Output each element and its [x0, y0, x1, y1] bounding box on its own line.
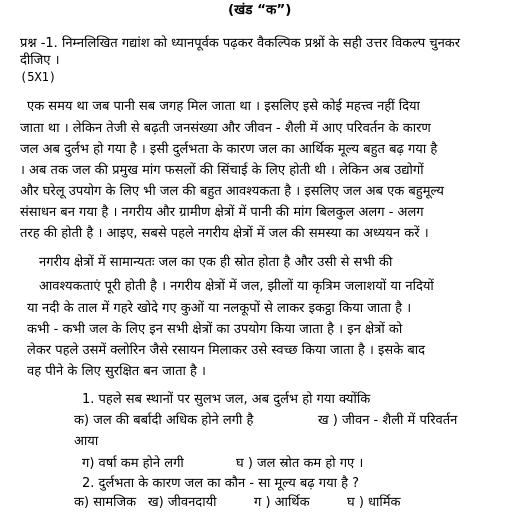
passage-line: जल अब दुर्लभ हो गया है । इसी दुर्लभता के कारण जल का आर्थिक मूल्य बहुत बढ़ गया है	[20, 142, 438, 157]
passage-line: कभी - कभी जल के लिए इन सभी क्षेत्रों का उपयोग किया जाता है । इन क्षेत्रों को	[27, 322, 403, 337]
section-heading: (खंड “क”)	[228, 2, 292, 18]
question-2-text: 2. दुर्लभता के कारण जल का कौन - सा मूल्य बढ़ गया है ?	[82, 476, 360, 491]
question-1-option-kha: ख ) जीवन - शैली में परिवर्तन	[318, 413, 458, 428]
passage-line: लेकर पहले उसमें क्लोरिन जैसे रसायन मिलाकर उसे स्वच्छ किया जाता है । इसके बाद	[27, 343, 426, 358]
passage-line: वह पीने के लिए सुरक्षित बन जाता है ।	[27, 364, 206, 379]
question-marks: (5X1)	[20, 70, 57, 84]
question-1-option-gha: घ ) जल स्रोत कम हो गए ।	[236, 456, 364, 471]
question-line-2: दीजिए ।	[20, 53, 60, 68]
question-2-option-ka: क) सामजिक	[74, 495, 137, 510]
passage-line: तरह की होती है । आइए, सबसे पहले नगरीय क्षेत्रों में जल की समस्या का अध्ययन करें ।	[20, 226, 429, 241]
passage-line: या नदी के ताल में गहरे खोदे गए कुओं या नलकूपों से लाकर इकट्ठा किया जाता है ।	[27, 301, 412, 316]
question-2-option-gha: घ ) धार्मिक	[347, 495, 401, 510]
passage-line: और घरेलू उपयोग के लिए भी जल की बहुत आवश्यकता है । इसलिए जल अब एक बहुमूल्य	[20, 184, 444, 199]
passage-line: संसाधन बन गया है । नगरीय और ग्रामीण क्षेत्रों में पानी की मांग बिलकुल अलग - अलग	[20, 205, 424, 220]
question-1-option-ka: क) जल की बर्बादी अधिक होने लगी है	[74, 413, 254, 428]
question-2-option-kha: ख) जीवनदायी	[148, 495, 217, 510]
question-1-text: 1. पहले सब स्थानों पर सुलभ जल, अब दुर्लभ हो गया क्योंकि	[82, 392, 371, 407]
passage-paragraph-2: नगरीय क्षेत्रों में सामान्यतः जल का एक ही स्रोत होता है और उसी से सभी की	[39, 255, 393, 270]
passage-line: । अब तक जल की प्रमुख मांग फसलों की सिंचाई के लिए होती थी । लेकिन अब उद्योगों	[20, 163, 424, 178]
question-1-option-kha-continued: आया	[74, 434, 99, 449]
passage-line: एक समय था जब पानी सब जगह मिल जाता था । इसलिए इसे कोई महत्त्व नहीं दिया	[27, 99, 420, 114]
question-line-1: प्रश्न -1. निम्नलिखित गद्यांश को ध्यानपूर्वक पढ़कर वैकल्पिक प्रश्नों के सही उत्तर विकल्प चुनकर	[20, 36, 461, 51]
passage-line: आवश्यकताएं पूरी होती है । नगरीय क्षेत्रों में जल, झीलों या कृत्रिम जलाशयों या नदियों	[39, 279, 434, 294]
question-2-option-ga: ग ) आर्थिक	[254, 495, 310, 510]
passage-line: जाता था । लेकिन तेजी से बढ़ती जनसंख्या और जीवन - शैली में आए परिवर्तन के कारण	[20, 121, 431, 136]
question-1-option-ga: ग) वर्षा कम होने लगी	[82, 456, 184, 471]
